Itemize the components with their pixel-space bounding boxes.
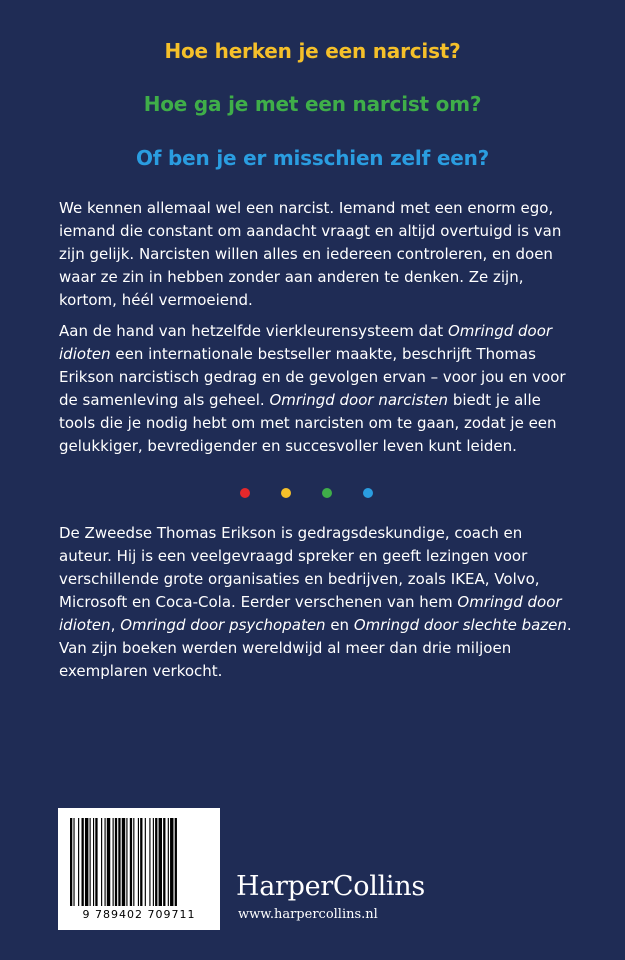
book-title-omringd-door-idioten: Omringd door idioten: [59, 593, 562, 634]
four-color-dots: [240, 488, 380, 500]
publisher-logo: HarperCollins: [236, 871, 425, 902]
barcode-bar: [149, 818, 150, 906]
barcode-bar: [170, 818, 173, 906]
barcode-bar: [82, 818, 84, 906]
barcode-bar: [126, 818, 127, 906]
barcode-bar: [73, 818, 74, 906]
barcode-bar: [153, 818, 154, 906]
barcode-bar: [113, 818, 114, 906]
book-title-omringd-door-idioten: Omringd door idioten: [59, 322, 553, 363]
text-segment: en: [325, 616, 354, 634]
author-bio-paragraph: [59, 522, 579, 683]
barcode-bar: [78, 818, 79, 906]
intro-paragraph: We kennen allemaal wel een narcist. Iemand met een enorm ego, iemand die constant om aandacht vraagt en altijd overtuigd is van zijn gelijk. Narcisten willen alles en iedereen controleren, en doen waar ze zin in hebben zonder aan anderen te denken. Ze zijn, kortom, héél vermoeiend.: [59, 199, 562, 309]
barcode-bar: [163, 818, 165, 906]
barcode-bar: [159, 818, 162, 906]
barcode-bar: [95, 818, 97, 906]
barcode-bar: [118, 818, 120, 906]
blue-dot: [363, 488, 373, 498]
barcode-bar: [133, 818, 134, 906]
barcode-bar: [105, 818, 106, 906]
barcode-bar: [107, 818, 110, 906]
barcode-bar: [168, 818, 169, 906]
text-segment: . Van zijn boeken werden wereldwijd al meer dan drie miljoen exemplaren verkocht.: [59, 616, 572, 680]
barcode-bar: [85, 818, 88, 906]
text-segment: een internationale bestseller maakte, beschrijft Thomas Erikson narcistisch gedrag en de gevolgen ervan – voor jou en voor de samenleving als geheel.: [59, 345, 566, 409]
barcode-bar: [115, 818, 117, 906]
barcode-bar: [130, 818, 132, 906]
barcode-bar: [145, 818, 146, 906]
barcode-bar: [140, 818, 142, 906]
green-dot: [322, 488, 332, 498]
barcode-bars: [70, 818, 208, 906]
barcode-bar: [138, 818, 139, 906]
book-title-omringd-door-slechte-bazen: Omringd door slechte bazen: [353, 616, 567, 634]
book-description-paragraph: [59, 320, 579, 458]
heading-recognize-narcissist: Hoe herken je een narcist?: [164, 39, 461, 63]
barcode-bar: [155, 818, 157, 906]
text-segment: ,: [110, 616, 121, 634]
barcode-bar: [175, 818, 177, 906]
barcode-bar: [101, 818, 102, 906]
barcode-bar: [93, 818, 94, 906]
publisher-website: www.harpercollins.nl: [238, 907, 378, 922]
barcode-bar: [90, 818, 91, 906]
text-segment: biedt je alle tools die je nodig hebt om met narcisten om te gaan, zodat je een gelukkiger, bevredigender en succesvoller leven kunt leiden.: [59, 391, 557, 455]
text-segment: Aan de hand van hetzelfde vierkleurensysteem dat: [59, 322, 448, 340]
barcode-bar: [122, 818, 125, 906]
book-title-omringd-door-psychopaten: Omringd door psychopaten: [120, 616, 326, 634]
book-title-omringd-door-narcisten: Omringd door narcisten: [269, 391, 449, 409]
heading-deal-with-narcissist: Hoe ga je met een narcist om?: [143, 92, 482, 116]
isbn-number: 9 789402 709711: [82, 908, 196, 921]
red-dot: [240, 488, 250, 498]
yellow-dot: [281, 488, 291, 498]
barcode: [58, 808, 220, 930]
heading-are-you-one: Of ben je er misschien zelf een?: [135, 146, 490, 170]
barcode-bar: [70, 818, 72, 906]
text-segment: De Zweedse Thomas Erikson is gedragsdeskundige, coach en auteur. Hij is een veelgevraagd spreker en geeft lezingen voor verschillende grote organisaties en bedrijven, zoals IKEA, Volvo, Microsoft en Coca-Cola. Eerder verschenen van hem: [59, 524, 540, 611]
